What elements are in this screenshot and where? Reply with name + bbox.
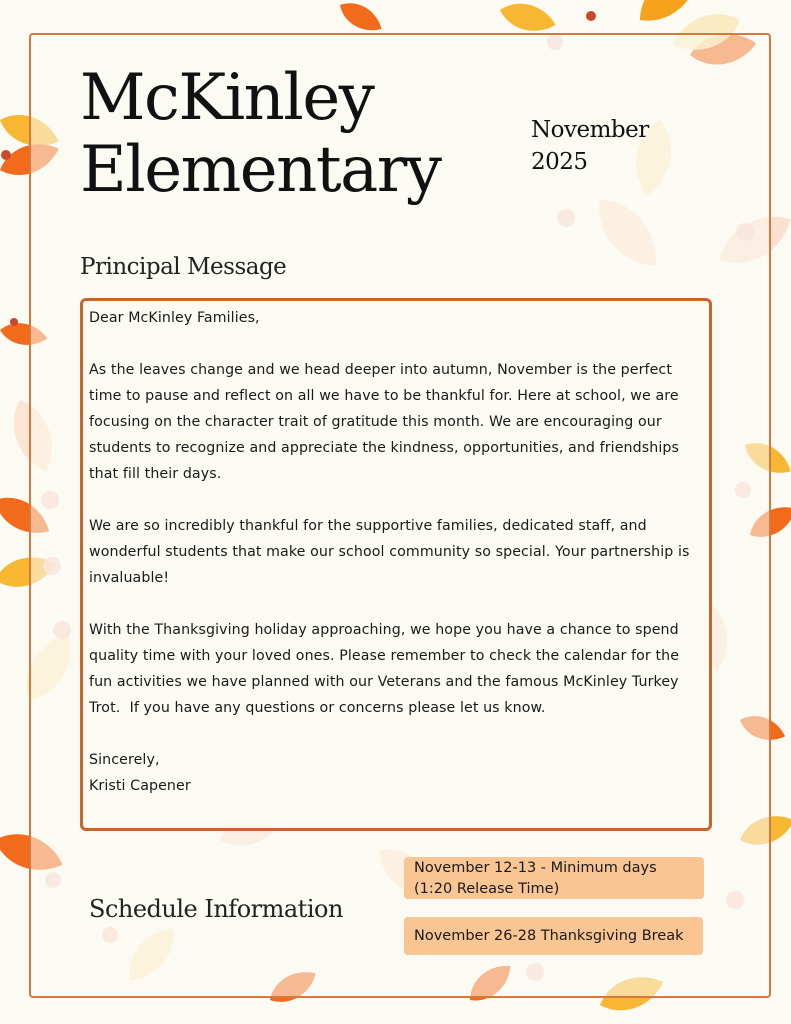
issue-month: November bbox=[531, 117, 649, 143]
issue-year: 2025 bbox=[531, 149, 588, 175]
schedule-item-1-line-2: (1:20 Release Time) bbox=[414, 881, 560, 897]
letter-signoff bbox=[89, 747, 697, 799]
letter-closing: Sincerely, bbox=[89, 752, 160, 768]
letter-paragraph-3: With the Thanksgiving holiday approaching, we hope you have a chance to spend quality time with your loved ones. Please remember to check the calendar for the fun activities we have planned with our Veterans and the famous McKinley Turkey Trot. If you have any questions or concerns please let us know. bbox=[89, 622, 684, 716]
schedule-item-1-line-1: November 12-13 - Minimum days bbox=[414, 860, 657, 876]
principal-message-heading: Principal Message bbox=[80, 254, 287, 280]
letter-signature: Kristi Capener bbox=[89, 778, 191, 794]
school-name-title bbox=[80, 62, 440, 206]
principal-letter-box bbox=[80, 298, 712, 831]
issue-date bbox=[531, 114, 649, 178]
title-line-1: McKinley bbox=[80, 61, 374, 135]
schedule-information-heading: Schedule Information bbox=[89, 895, 343, 923]
title-line-2: Elementary bbox=[80, 133, 441, 207]
schedule-item-thanksgiving-break: November 26-28 Thanksgiving Break bbox=[404, 917, 703, 955]
schedule-item-minimum-days bbox=[404, 857, 704, 899]
letter-greeting: Dear McKinley Families, bbox=[89, 310, 260, 326]
letter-paragraph-2: We are so incredibly thankful for the supportive families, dedicated staff, and wonderful students that make our school community so special. Your partnership is invaluable! bbox=[89, 518, 690, 586]
letter-paragraph-1: As the leaves change and we head deeper into autumn, November is the perfect time to pause and reflect on all we have to be thankful for. Here at school, we are focusing on the character trait of gratitude this month. We are encouraging our students to recognize and appreciate the kindness, opportunities, and friendships that fill their days. bbox=[89, 362, 679, 482]
